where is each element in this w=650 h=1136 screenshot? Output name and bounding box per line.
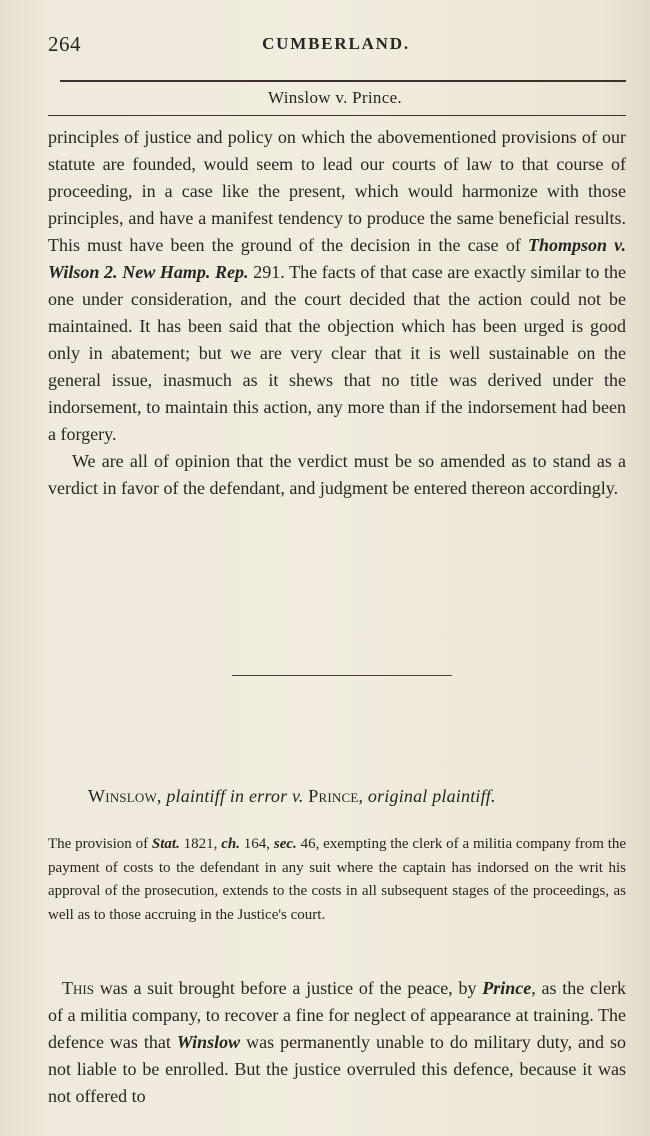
- header-rule-top: [60, 80, 626, 82]
- statement-text-run: was permanently unable to do military duty, and so not liable to be enrolled. But the justice overruled this defence, because it was not offered to: [48, 1032, 626, 1106]
- party-name: Prince: [482, 978, 532, 998]
- page-number: 264: [48, 32, 81, 56]
- case-citation: Thompson v. Wilson 2. New Hamp. Rep.: [48, 235, 626, 282]
- party-name: Winslow,: [88, 786, 162, 806]
- statement-paragraph: [48, 975, 626, 1110]
- party-name: Prince,: [308, 786, 364, 806]
- party-name: Winslow: [176, 1032, 241, 1052]
- case-caption: Winslow v. Prince.: [268, 88, 402, 107]
- statute-abbrev: Stat.: [151, 836, 180, 852]
- opinion-paragraph-2: We are all of opinion that the verdict must be so amended as to stand as a verdict in favor of the defendant, and judgment be entered thereon accordingly.: [48, 451, 626, 498]
- statement-of-case: [48, 975, 626, 1110]
- headnote-paragraph: [48, 833, 626, 927]
- opinion-text: [48, 124, 626, 502]
- opinion-text-run: principles of justice and policy on which the abovementioned provisions of our statute are founded, would seem to lead our courts of law to that course of proceeding, in a case like the present, which would harmonize with those principles, and have a manifest tendency to produce the same beneficial results. This must have been the ground of the decision in the case of: [48, 127, 626, 255]
- headnote: [48, 833, 626, 927]
- headnote-text-run: 1821,: [179, 836, 222, 852]
- statement-text-run: , as the clerk of a militia company, to recover a fine for neglect of appearance at training. The defence was that: [48, 978, 626, 1052]
- headnote-text-run: 164,: [239, 836, 274, 852]
- statement-text-run: was a suit brought before a justice of the peace, by: [93, 978, 483, 998]
- headnote-text-run: 46, exempting the clerk of a militia company from the payment of costs to the defendant in any suit where the captain has indorsed on the writ his approval of the prosecution, extends to the costs in all subsequent stages of the proceedings, as well as to those accruing in the Justice's court.: [48, 836, 627, 923]
- opinion-paragraph-1: [48, 124, 626, 448]
- section-divider: [232, 675, 452, 676]
- party-role: plaintiff in error: [166, 786, 288, 806]
- running-title: CUMBERLAND.: [262, 34, 410, 53]
- versus: v.: [292, 786, 304, 806]
- opinion-text-run: 291. The facts of that case are exactly similar to the one under consideration, and the court decided that the action could not be maintained. It has been said that the objection which has been urged is good only in abatement; but we are very clear that it is well sustainable on the general issue, inasmuch as it shews that no title was derived under the indorsement, to maintain this action, any more than if the indorsement had been a forgery.: [48, 262, 626, 444]
- page-header: [48, 30, 624, 60]
- section-abbrev: sec.: [273, 836, 297, 852]
- party-role: original plaintiff.: [367, 786, 496, 806]
- headnote-text-run: The provision of: [48, 836, 152, 852]
- lead-word: This: [62, 978, 94, 998]
- next-case-title: [88, 786, 610, 807]
- chapter-abbrev: ch.: [221, 836, 240, 852]
- header-rule-bottom: [48, 115, 626, 116]
